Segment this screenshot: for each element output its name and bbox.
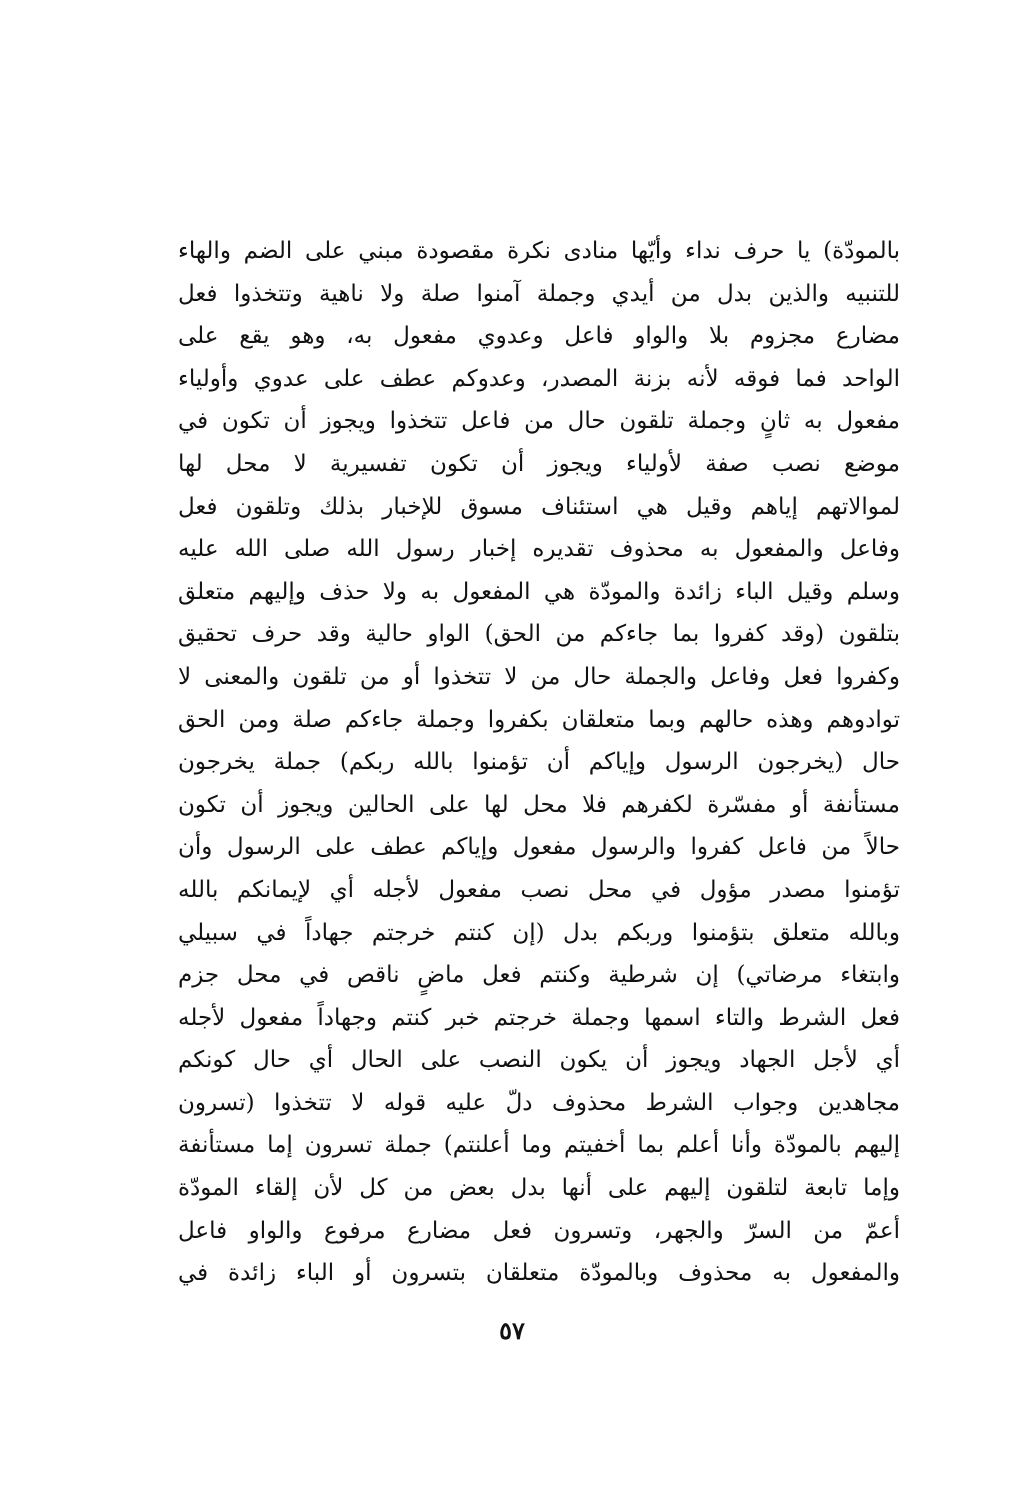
text-line: الواحد فما فوقه لأنه بزنة المصدر، وعدوكم عطف على عدوي وأولياء: [178, 365, 900, 392]
text-line: مضارع مجزوم بلا والواو فاعل وعدوي مفعول به، وهو يقع على: [178, 323, 900, 350]
text-line: والمفعول به محذوف وبالمودّة متعلقان بتسرون أو الباء زائدة في: [178, 1260, 900, 1287]
text-line: موضع نصب صفة لأولياء ويجوز أن تكون تفسيرية لا محل لها: [178, 450, 900, 477]
text-line: وكفروا فعل وفاعل والجملة حال من لا تتخذوا أو من تلقون والمعنى لا: [178, 663, 900, 690]
text-line: لموالاتهم إياهم وقيل هي استئناف مسوق للإخبار بذلك وتلقون فعل: [178, 493, 900, 520]
text-line: توادوهم وهذه حالهم وبما متعلقان بكفروا وجملة جاءكم صلة ومن الحق: [178, 706, 900, 733]
text-line: وإما تابعة لتلقون إليهم على أنها بدل بعض من كل لأن إلقاء المودّة: [178, 1175, 900, 1202]
text-line: إليهم بالمودّة وأنا أعلم بما أخفيتم وما أعلنتم) جملة تسرون إما مستأنفة: [178, 1132, 900, 1159]
text-line: مجاهدين وجواب الشرط محذوف دلّ عليه قوله لا تتخذوا (تسرون: [178, 1089, 900, 1116]
text-line: وسلم وقيل الباء زائدة والمودّة هي المفعول به ولا حذف وإليهم متعلق: [178, 578, 900, 605]
page-number: ٥٧: [499, 1316, 525, 1345]
text-line: بالمودّة) يا حرف نداء وأيّها منادى نكرة مقصودة مبني على الضم والهاء: [178, 238, 900, 264]
body-text: [178, 230, 900, 1295]
text-line: بتلقون (وقد كفروا بما جاءكم من الحق) الواو حالية وقد حرف تحقيق: [178, 621, 900, 648]
text-line: وبالله متعلق بتؤمنوا وربكم بدل (إن كنتم خرجتم جهاداً في سبيلي: [178, 919, 900, 946]
text-line: حالاً من فاعل كفروا والرسول مفعول وإياكم عطف على الرسول وأن: [178, 834, 900, 861]
text-line: مفعول به ثانٍ وجملة تلقون حال من فاعل تتخذوا ويجوز أن تكون في: [178, 408, 900, 435]
text-line: للتنبيه والذين بدل من أيدي وجملة آمنوا صلة ولا ناهية وتتخذوا فعل: [178, 280, 900, 307]
text-line: وفاعل والمفعول به محذوف تقديره إخبار رسول الله صلى الله عليه: [178, 536, 900, 563]
text-line: فعل الشرط والتاء اسمها وجملة خرجتم خبر كنتم وجهاداً مفعول لأجله: [178, 1004, 900, 1031]
text-line: مستأنفة أو مفسّرة لكفرهم فلا محل لها على الحالين ويجوز أن تكون: [178, 791, 900, 818]
text-line: وابتغاء مرضاتي) إن شرطية وكنتم فعل ماضٍ ناقص في محل جزم: [178, 962, 900, 989]
text-line: تؤمنوا مصدر مؤول في محل نصب مفعول لأجله أي لإيمانكم بالله: [178, 876, 900, 903]
text-line: أي لأجل الجهاد ويجوز أن يكون النصب على الحال أي حال كونكم: [178, 1047, 900, 1074]
text-line: أعمّ من السرّ والجهر، وتسرون فعل مضارع مرفوع والواو فاعل: [178, 1217, 900, 1244]
text-line: حال (يخرجون الرسول وإياكم أن تؤمنوا بالله ربكم) جملة يخرجون: [178, 749, 900, 776]
